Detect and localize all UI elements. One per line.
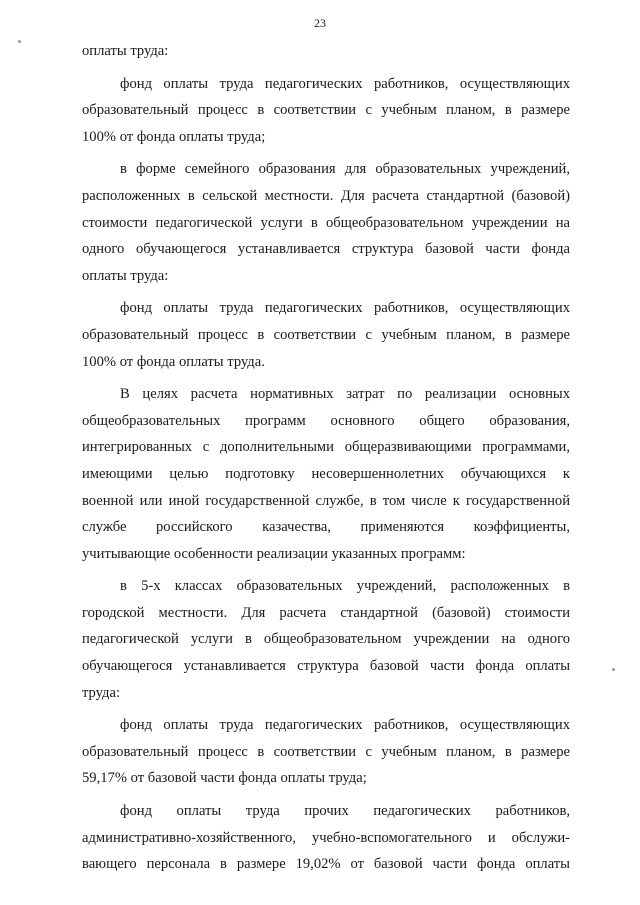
text-line: образовательный процесс в соответствии с учебным планом, в размере [82, 743, 570, 760]
text-line: педагогической услуги в общеобразовательном учреждении на одного [82, 631, 570, 648]
paragraph [82, 71, 570, 151]
text-line: фонд оплаты труда прочих педагогических работников, [120, 803, 570, 820]
paragraph [82, 295, 570, 375]
paragraph [82, 573, 570, 706]
text-line: имеющими целью подготовку несовершеннолетних обучающихся к [82, 465, 570, 482]
text-line: военной или иной государственной службе, в том числе к государственной [82, 492, 570, 509]
text-line: оплаты труда: [82, 267, 169, 284]
text-line: интегрированных с дополнительными общеразвивающими программами, [82, 439, 570, 456]
text-line: образовательный процесс в соответствии с учебным планом, в размере [82, 326, 570, 343]
text-line: труда: [82, 684, 120, 701]
text-line: фонд оплаты труда педагогических работников, осуществляющих [120, 300, 570, 317]
text-line: фонд оплаты труда педагогических работников, осуществляющих [120, 75, 570, 92]
text-line: одного обучающегося устанавливается структура базовой части фонда [82, 241, 570, 258]
text-line: оплаты труда: [82, 43, 169, 59]
text-line: расположенных в сельской местности. Для расчета стандартной (базовой) [82, 187, 570, 204]
paragraph [82, 381, 570, 567]
text-line: 100% от фонда оплаты труда; [82, 128, 266, 145]
text-line: В целях расчета нормативных затрат по реализации основных [120, 386, 570, 403]
text-line: учитывающие особенности реализации указанных программ: [82, 545, 466, 562]
paragraph [82, 38, 570, 65]
page-number: 23 [314, 16, 326, 30]
text-line: 100% от фонда оплаты труда. [82, 353, 265, 370]
text-line: в форме семейного образования для образовательных учреждений, [120, 161, 570, 178]
paragraph [82, 712, 570, 792]
scan-artifact [18, 40, 21, 43]
document-body [82, 38, 570, 878]
text-line: фонд оплаты труда педагогических работников, осуществляющих [120, 717, 570, 734]
text-line: в 5-х классах образовательных учреждений, расположенных в [120, 578, 570, 595]
text-line: общеобразовательных программ основного общего образования, [82, 412, 570, 429]
paragraph [82, 798, 570, 878]
text-line: службе российского казачества, применяются коэффициенты, [82, 519, 570, 536]
paragraph [82, 156, 570, 289]
text-line: стоимости педагогической услуги в общеобразовательном учреждении на [82, 214, 570, 231]
text-line: вающего персонала в размере 19,02% от базовой части фонда оплаты [82, 856, 570, 873]
text-line: городской местности. Для расчета стандартной (базовой) стоимости [82, 604, 570, 621]
text-line: образовательный процесс в соответствии с учебным планом, в размере [82, 102, 570, 119]
scan-artifact [612, 668, 615, 671]
text-line: административно-хозяйственного, учебно-вспомогательного и обслужи- [82, 829, 570, 846]
text-line: обучающегося устанавливается структура базовой части фонда оплаты [82, 658, 570, 675]
text-line: 59,17% от базовой части фонда оплаты труда; [82, 770, 367, 787]
